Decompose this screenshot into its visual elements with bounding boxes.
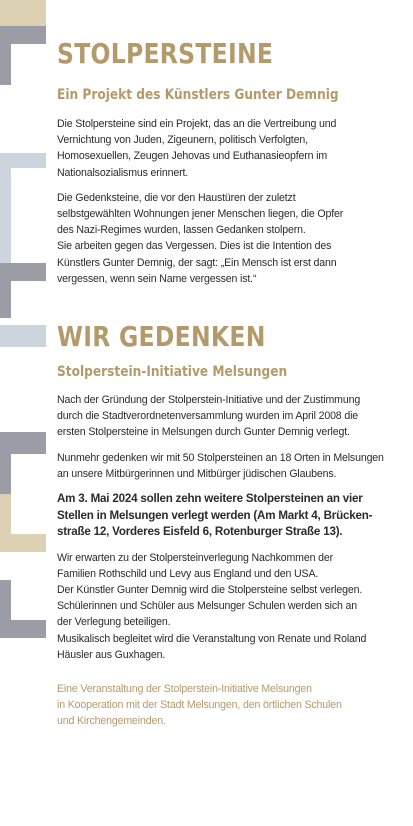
deco-beige-block-2 [0, 494, 11, 552]
footer-note: Eine Veranstaltung der Stolperstein-Initiative Melsungen in Kooperation mit der Stadt Melsungen, den örtlichen Schulen und Kirchengemeinden. [57, 682, 342, 728]
deco-slate-block-5 [0, 432, 46, 454]
content [57, 38, 387, 730]
section2-title: WIR GEDENKEN [57, 320, 266, 354]
section2-paragraph-2: Nunmehr gedenken wir mit 50 Stolpersteinen an 18 Orten in Melsungen an unsere Mitbürgerinnen und Mitbürger jüdischen Glaubens. [57, 451, 384, 480]
event-highlight: Am 3. Mai 2024 sollen zehn weitere Stolpersteinen an vier Stellen in Melsungen verlegt werden (Am Markt 4, Brücken- straße 12, Vorderes Eisfeld 6, Rotenburger Straße 13). [57, 492, 373, 539]
section1-subtitle: Ein Projekt des Künstlers Gunter Demnig [57, 87, 339, 103]
deco-slate-block-1 [0, 26, 11, 85]
section1-title: STOLPERSTEINE [57, 37, 274, 70]
section2-subtitle: Stolperstein-Initiative Melsungen [57, 364, 288, 381]
deco-beige-block-3 [11, 534, 46, 552]
deco-beige-block-1 [0, 0, 46, 26]
event-details: Wir erwarten zu der Stolpersteinverlegung Nachkommen der Familien Rothschild und Levy aus England und den USA. Der Künstler Gunter Demnig wird die Stolpersteine selbst verlegen. Schülerinnen und Schüler aus Melsunger Schulen werden sich an der Verlegung beteiligen. Musikalisch begleitet wird die Veranstaltung von Renate und Roland Häusler aus Guxhagen. [57, 551, 367, 661]
deco-light-blue-block-3 [0, 325, 46, 347]
section1-paragraph-2: Die Gedenksteine, die vor den Haustüren der zuletzt selbstgewählten Wohnungen jener Menschen liegen, die Opfer des Nazi-Regimes wurden, lassen Gedanken stolpern. Sie arbeiten gegen das Vergessen. Dies ist die Intention des Künstlers Gunter Demnig, der sagt: „Ein Mensch ist erst dann vergessen, wenn sein Name vergessen ist.“ [57, 191, 344, 285]
deco-slate-block-6 [0, 454, 11, 494]
deco-light-blue-block-1 [0, 153, 11, 263]
deco-slate-block-2 [11, 26, 46, 44]
deco-slate-block-7 [0, 580, 11, 638]
deco-slate-block-8 [11, 620, 46, 638]
deco-slate-block-4 [11, 263, 46, 281]
deco-slate-block-3 [0, 263, 11, 318]
section1-paragraph-1: Die Stolpersteine sind ein Projekt, das an die Vertreibung und Vernichtung von Juden, Zigeunern, politisch Verfolgten, Homosexuellen, Zeugen Jehovas und Euthanasieopfern im Nationalsozialismus erinnert. [57, 118, 337, 179]
section2-paragraph-1: Nach der Gründung der Stolperstein-Initiative und der Zustimmung durch die Stadtverordnetenversammlung wurden im April 2008 die ersten Stolpersteine in Melsungen durch Gunter Demnig verlegt. [57, 394, 361, 439]
deco-light-blue-block-2 [11, 153, 46, 168]
